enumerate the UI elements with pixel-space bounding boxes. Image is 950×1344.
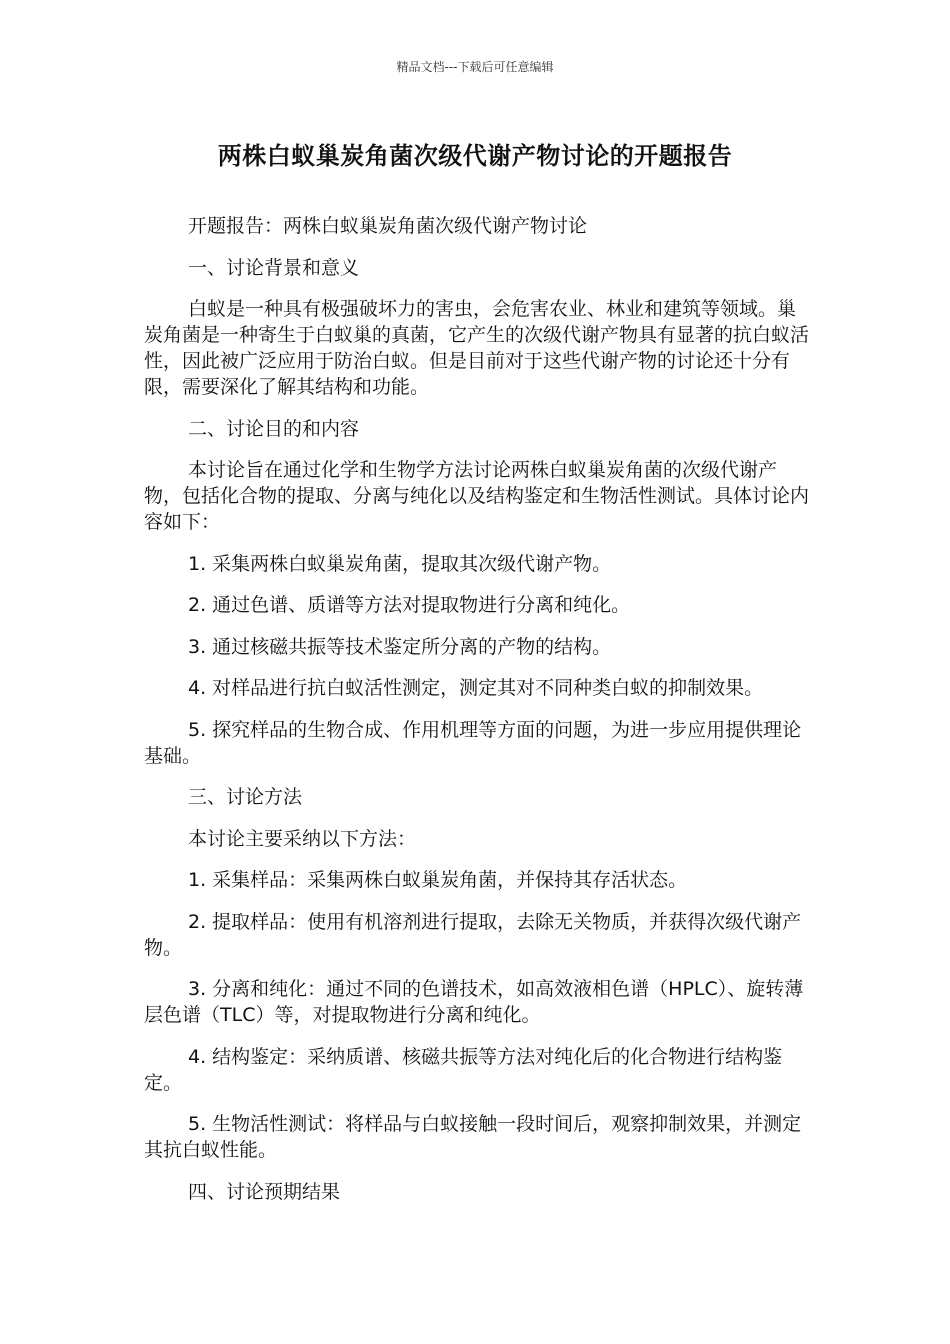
section3-item-1: 1. 采集样品：采集两株白蚁巢炭角菌，并保持其存活状态。 (188, 869, 688, 891)
document-title: 两株白蚁巢炭角菌次级代谢产物讨论的开题报告 (217, 142, 733, 170)
section1-paragraph: 白蚁是一种具有极强破坏力的害虫，会危害农业、林业和建筑等领域。巢炭角菌是一种寄生于白蚁巢的真菌，它产生的次级代谢产物具有显著的抗白蚁活性，因此被广泛应用于防治白蚁。但是目前对于这些代谢产物的讨论还十分有限，需要深化了解其结构和功能。 (144, 298, 810, 398)
section3-item-2: 2. 提取样品：使用有机溶剂进行提取，去除无关物质，并获得次级代谢产物。 (144, 910, 802, 959)
section2-item-3: 3. 通过核磁共振等技术鉴定所分离的产物的结构。 (188, 635, 612, 658)
document-body (144, 213, 812, 1220)
section2-paragraph: 本讨论旨在通过化学和生物学方法讨论两株白蚁巢炭角菌的次级代谢产物，包括化合物的提取、分离与纯化以及结构鉴定和生物活性测试。具体讨论内容如下： (144, 459, 810, 533)
section3-item-3: 3. 分离和纯化：通过不同的色谱技术，如高效液相色谱（HPLC）、旋转薄层色谱（TLC）等，对提取物进行分离和纯化。 (144, 978, 804, 1026)
section2-item-2: 2. 通过色谱、质谱等方法对提取物进行分离和纯化。 (188, 594, 631, 616)
section3-heading: 三、讨论方法 (188, 786, 303, 808)
section3-item-5: 5. 生物活性测试：将样品与白蚁接触一段时间后，观察抑制效果，并测定其抗白蚁性能。 (144, 1113, 802, 1161)
section1-heading: 一、讨论背景和意义 (188, 256, 360, 279)
section3-paragraph: 本讨论主要采纳以下方法： (188, 827, 417, 850)
section2-item-5: 5. 探究样品的生物合成、作用机理等方面的问题，为进一步应用提供理论基础。 (144, 718, 802, 767)
section2-heading: 二、讨论目的和内容 (188, 417, 360, 440)
section2-item-4: 4. 对样品进行抗白蚁活性测定，测定其对不同种类白蚁的抑制效果。 (188, 677, 764, 699)
header-note: 精品文档---下载后可任意编辑 (396, 60, 554, 74)
section2-item-1: 1. 采集两株白蚁巢炭角菌，提取其次级代谢产物。 (188, 552, 612, 575)
section3-item-4: 4. 结构鉴定：采纳质谱、核磁共振等方法对纯化后的化合物进行结构鉴定。 (144, 1045, 783, 1094)
section4-heading: 四、讨论预期结果 (188, 1180, 341, 1203)
subtitle-line: 开题报告：两株白蚁巢炭角菌次级代谢产物讨论 (188, 215, 588, 237)
